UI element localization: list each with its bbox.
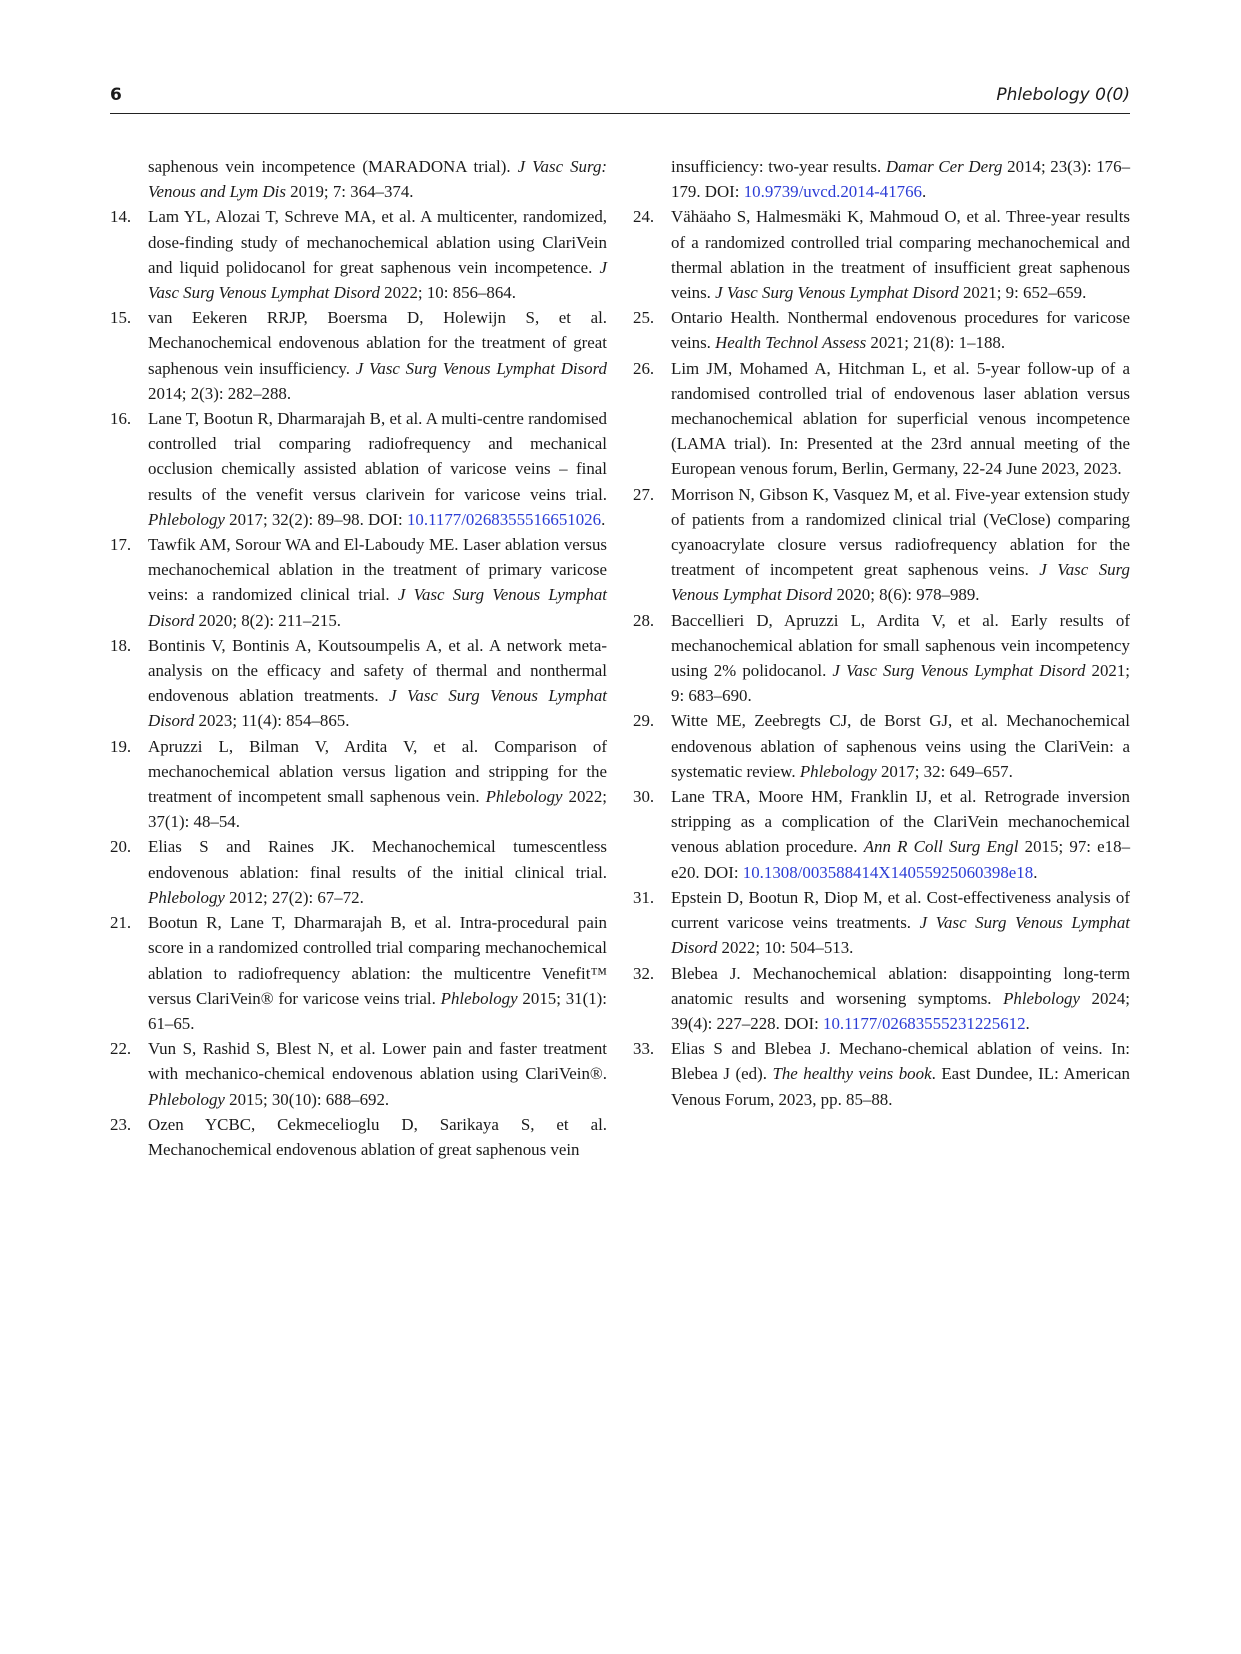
reference-text: Epstein D, Bootun R, Diop M, et al. Cost-effectiveness analysis of current varicose veins treatments. bbox=[671, 887, 1130, 933]
reference-journal: Ann R Coll Surg Engl bbox=[863, 837, 1019, 857]
reference-details: 2017; 32: 649–657. bbox=[876, 761, 1013, 781]
reference-details: 2015; 30(10): 688–692. bbox=[224, 1089, 390, 1109]
reference-number: 21. bbox=[110, 913, 132, 933]
reference-text: Vähäaho S, Halmesmäki K, Mahmoud O, et al. Three-year results of a randomized controlled trial comparing mechanochemical and thermal ablation in the treatment of insufficient great saphenous veins. bbox=[671, 207, 1130, 303]
reference-text: Bontinis V, Bontinis A, Koutsoumpelis A, et al. A network meta-analysis on the efficacy and safety of thermal and nonthermal endovenous ablation treatments. bbox=[148, 635, 607, 706]
reference-number: 14. bbox=[110, 207, 132, 227]
reference-text: Morrison N, Gibson K, Vasquez M, et al. Five-year extension study of patients from a randomized clinical trial (VeClose) comparing cyanoacrylate closure versus radiofrequency ablation for the treatment of incompetent great saphenous veins. bbox=[671, 484, 1130, 580]
reference-text: Elias S and Raines JK. Mechanochemical tumescentless endovenous ablation: final results of the initial clinical trial. bbox=[148, 837, 607, 882]
reference-26 bbox=[633, 356, 1130, 482]
reference-journal: J Vasc Surg: Venous and Lym Dis bbox=[148, 157, 608, 202]
reference-17 bbox=[110, 532, 607, 633]
reference-number: 30. bbox=[633, 787, 655, 807]
reference-text: Baccellieri D, Apruzzi L, Ardita V, et al. Early results of mechanochemical ablation for small saphenous vein incompetency using 2% polidocanol. bbox=[671, 610, 1130, 681]
reference-end: . bbox=[601, 509, 606, 529]
reference-number: 29. bbox=[633, 711, 655, 731]
reference-number: 32. bbox=[633, 963, 655, 983]
reference-number: 17. bbox=[110, 535, 132, 555]
reference-text: Apruzzi L, Bilman V, Ardita V, et al. Comparison of mechanochemical ablation versus ligation and stripping for the treatment of incompetent small saphenous vein. bbox=[148, 736, 607, 807]
reference-text: insufficiency: two-year results. bbox=[671, 157, 886, 176]
reference-journal: Phlebology bbox=[799, 761, 877, 781]
reference-number: 25. bbox=[633, 308, 655, 328]
reference-text: Ozen YCBC, Cekmecelioglu D, Sarikaya S, et al. Mechanochemical endovenous ablation of great saphenous vein bbox=[148, 1114, 607, 1159]
references-left-column bbox=[110, 154, 607, 1162]
reference-details: 2020; 8(6): 978–989. bbox=[832, 585, 980, 605]
reference-details: 2014; 2(3): 282–288. bbox=[148, 383, 292, 403]
reference-text: Elias S and Blebea J. Mechano-chemical ablation of veins. In: Blebea J (ed). bbox=[671, 1039, 1130, 1084]
reference-15 bbox=[110, 305, 607, 406]
reference-text: Ontario Health. Nonthermal endovenous procedures for varicose veins. bbox=[671, 308, 1130, 353]
reference-journal: J Vasc Surg Venous Lymphat Disord bbox=[671, 560, 1131, 605]
reference-end: . bbox=[1025, 1013, 1030, 1033]
reference-journal: J Vasc Surg Venous Lymphat Disord bbox=[148, 585, 607, 630]
reference-text: van Eekeren RRJP, Boersma D, Holewijn S, et al. Mechanochemical endovenous ablation for the treatment of great saphenous vein insufficiency. bbox=[148, 308, 607, 378]
reference-31 bbox=[633, 885, 1130, 961]
running-header bbox=[110, 85, 1130, 114]
reference-journal: Phlebology bbox=[440, 988, 518, 1008]
reference-number: 28. bbox=[633, 610, 655, 630]
reference-details: 2022; 10: 504–513. bbox=[717, 938, 854, 958]
reference-text: Lam YL, Alozai T, Schreve MA, et al. A multicenter, randomized, dose-finding study of mechanochemical ablation using ClariVein and liquid polidocanol for great saphenous vein incompetence. bbox=[148, 207, 607, 277]
reference-19 bbox=[110, 734, 607, 835]
reference-24 bbox=[633, 204, 1130, 305]
reference-details: 2024; 39(4): 227–228. DOI: bbox=[671, 988, 1130, 1033]
reference-text: Vun S, Rashid S, Blest N, et al. Lower pain and faster treatment with mechanico-chemical endovenous ablation using ClariVein®. bbox=[148, 1039, 607, 1084]
reference-journal: J Vasc Surg Venous Lymphat Disord bbox=[355, 358, 608, 378]
doi-link[interactable]: 10.1177/02683555231225612 bbox=[823, 1013, 1026, 1033]
reference-text: Tawfik AM, Sorour WA and El-Laboudy ME. Laser ablation versus mechanochemical ablation in the treatment of primary varicose veins: a randomized clinical trial. bbox=[148, 535, 607, 605]
reference-details: 2023; 11(4): 854–865. bbox=[194, 711, 350, 731]
journal-name: Phlebology 0(0) bbox=[996, 85, 1130, 105]
reference-details: 2022; 37(1): 48–54. bbox=[148, 787, 608, 832]
reference-journal: Damar Cer Derg bbox=[885, 157, 1003, 176]
reference-number: 31. bbox=[633, 887, 655, 907]
reference-details: 2021; 9: 652–659. bbox=[958, 283, 1087, 303]
reference-25 bbox=[633, 305, 1130, 355]
reference-14 bbox=[110, 204, 607, 305]
doi-link[interactable]: 10.1177/0268355516651026 bbox=[406, 509, 602, 529]
reference-end: . bbox=[922, 182, 927, 202]
reference-number: 18. bbox=[110, 635, 132, 655]
reference-text: Lane T, Bootun R, Dharmarajah B, et al. A multi-centre randomised controlled trial comparing radiofrequency and mechanical occlusion chemically assisted ablation of varicose veins – final results of the venefit versus clarivein for varicose veins trial. bbox=[148, 409, 607, 504]
reference-continued bbox=[633, 154, 1130, 204]
reference-journal: Phlebology bbox=[148, 887, 225, 907]
reference-journal: J Vasc Surg Venous Lymphat Disord bbox=[832, 661, 1086, 681]
reference-continued bbox=[110, 154, 607, 204]
references-right-column bbox=[633, 154, 1130, 1112]
reference-journal: Health Technol Assess bbox=[715, 333, 867, 353]
reference-text: Bootun R, Lane T, Dharmarajah B, et al. Intra-procedural pain score in a randomized controlled trial comparing mechanochemical ablation to radiofrequency ablation: the multicentre Venefit™ versus ClariVein® for varicose veins trial. bbox=[148, 913, 607, 1008]
reference-journal: Phlebology bbox=[148, 1089, 225, 1109]
reference-33 bbox=[633, 1036, 1130, 1112]
reference-journal: J Vasc Surg Venous Lymphat Disord bbox=[148, 257, 607, 303]
reference-details: 2017; 32(2): 89–98. DOI: bbox=[224, 509, 407, 529]
reference-details: 2020; 8(2): 211–215. bbox=[194, 610, 341, 630]
reference-22 bbox=[110, 1036, 607, 1112]
reference-details: . East Dundee, IL: American Venous Forum, 2023, pp. 85–88. bbox=[671, 1064, 1130, 1109]
reference-number: 16. bbox=[110, 409, 132, 429]
reference-28 bbox=[633, 608, 1130, 709]
reference-16 bbox=[110, 406, 607, 532]
reference-journal: J Vasc Surg Venous Lymphat Disord bbox=[715, 283, 959, 303]
reference-details: 2015; 97: e18–e20. DOI: bbox=[671, 837, 1131, 882]
reference-number: 22. bbox=[110, 1039, 132, 1059]
reference-details: 2021; 21(8): 1–188. bbox=[866, 333, 1006, 353]
reference-30 bbox=[633, 784, 1130, 885]
reference-number: 27. bbox=[633, 484, 655, 504]
reference-end: . bbox=[1033, 862, 1038, 882]
reference-journal: J Vasc Surg Venous Lymphat Disord bbox=[148, 686, 608, 731]
reference-21 bbox=[110, 910, 607, 1036]
reference-details: 2019; 7: 364–374. bbox=[285, 182, 414, 202]
reference-details: 2014; 23(3): 176–179. DOI: bbox=[671, 157, 1131, 202]
reference-text: Lane TRA, Moore HM, Franklin IJ, et al. Retrograde inversion stripping as a complication of the ClariVein mechanochemical venous ablation procedure. bbox=[671, 787, 1130, 857]
reference-details: 2015; 31(1): 61–65. bbox=[148, 988, 607, 1033]
reference-23 bbox=[110, 1112, 607, 1162]
reference-details: 2021; 9: 683–690. bbox=[671, 661, 1130, 706]
reference-journal: J Vasc Surg Venous Lymphat Disord bbox=[671, 913, 1130, 958]
reference-number: 20. bbox=[110, 837, 132, 857]
reference-18 bbox=[110, 633, 607, 734]
doi-link[interactable]: 10.1308/003588414X14055925060398e18 bbox=[742, 862, 1034, 882]
reference-20 bbox=[110, 834, 607, 910]
reference-27 bbox=[633, 482, 1130, 608]
reference-text: Witte ME, Zeebregts CJ, de Borst GJ, et al. Mechanochemical endovenous ablation of saphenous veins using the ClariVein: a systematic review. bbox=[671, 711, 1130, 781]
doi-link[interactable]: 10.9739/uvcd.2014-41766 bbox=[743, 182, 922, 202]
reference-details: 2022; 10: 856–864. bbox=[379, 283, 516, 303]
reference-text: Blebea J. Mechanochemical ablation: disappointing long-term anatomic results and worsening symptoms. bbox=[671, 963, 1130, 1008]
reference-details: 2012; 27(2): 67–72. bbox=[224, 887, 364, 907]
reference-journal: Phlebology bbox=[485, 787, 563, 807]
reference-journal: The healthy veins book bbox=[772, 1064, 932, 1084]
reference-number: 19. bbox=[110, 736, 132, 756]
reference-number: 26. bbox=[633, 358, 655, 378]
reference-number: 33. bbox=[633, 1039, 655, 1059]
reference-number: 24. bbox=[633, 207, 655, 227]
reference-number: 15. bbox=[110, 308, 132, 328]
reference-text: saphenous vein incompetence (MARADONA trial). bbox=[148, 157, 518, 176]
page-number: 6 bbox=[110, 85, 122, 105]
reference-32 bbox=[633, 961, 1130, 1037]
reference-number: 23. bbox=[110, 1114, 132, 1134]
reference-29 bbox=[633, 708, 1130, 784]
reference-journal: Phlebology bbox=[1003, 988, 1080, 1008]
reference-text: Lim JM, Mohamed A, Hitchman L, et al. 5-year follow-up of a randomised controlled trial of endovenous laser ablation versus mechanochemical ablation for superficial venous incompetence (LAMA trial). In: Presented at the 23rd annual meeting of the European venous forum, Berlin, Germany, 22-24 June 2023, 2023. bbox=[671, 358, 1130, 479]
reference-journal: Phlebology bbox=[148, 509, 225, 529]
